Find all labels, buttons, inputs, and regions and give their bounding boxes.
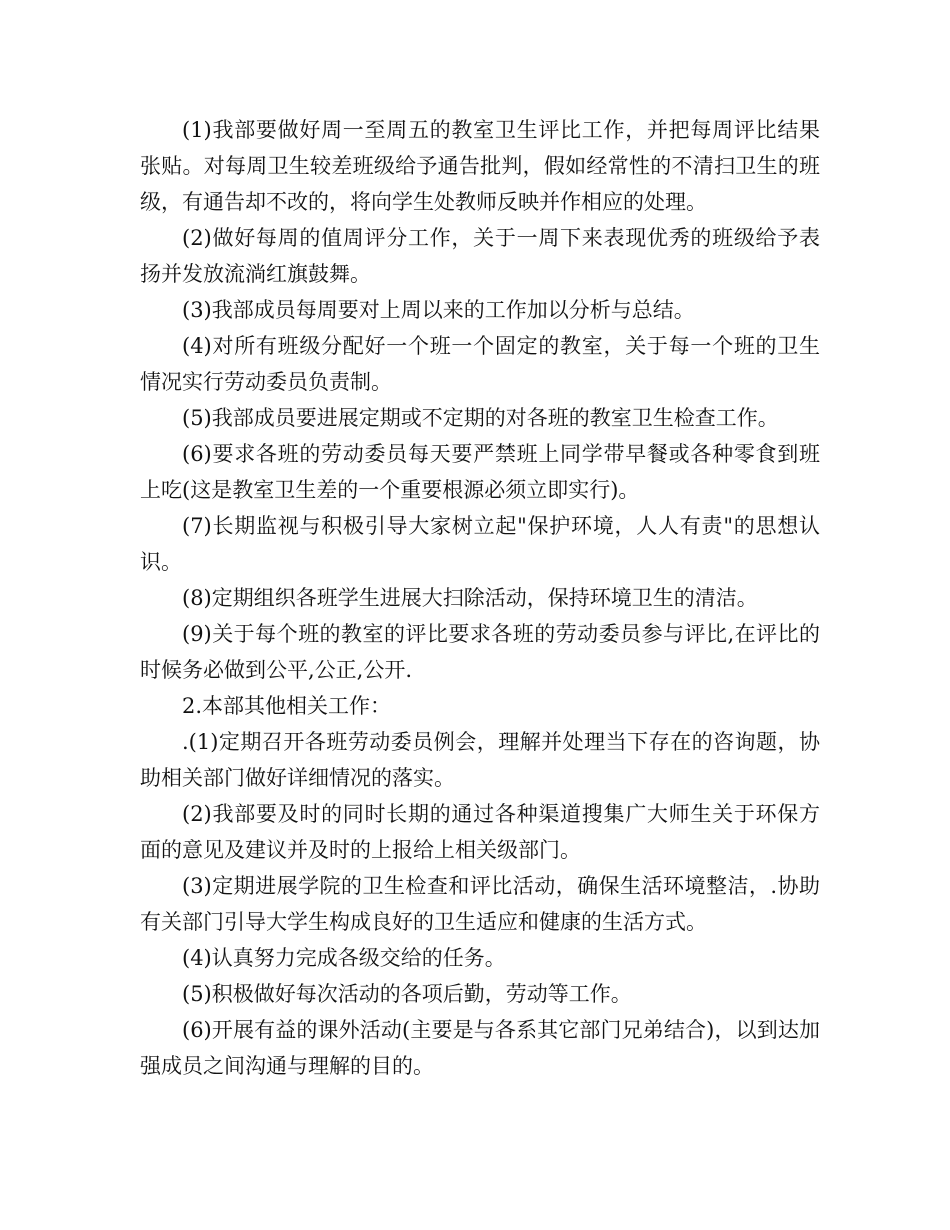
paragraph: (8)定期组织各班学生进展大扫除活动，保持环境卫生的清洁。 xyxy=(182,586,758,610)
paragraph: (2)我部要及时的同时长期的通过各种渠道搜集广大师生关于环保方面的意见及建议并及时的上报给上相关级部门。 xyxy=(140,802,820,862)
paragraph: (3)定期进展学院的卫生检查和评比活动，确保生活环境整洁，.协助有关部门引导大学生构成良好的卫生适应和健康的生活方式。 xyxy=(140,874,820,934)
paragraph: .(1)定期召开各班劳动委员例会，理解并处理当下存在的咨询题，协助相关部门做好详细情况的落实。 xyxy=(140,730,820,790)
paragraph: (5)积极做好每次活动的各项后勤，劳动等工作。 xyxy=(182,982,632,1006)
section-heading: 2.本部其他相关工作： xyxy=(182,694,392,718)
paragraph: (4)认真努力完成各级交给的任务。 xyxy=(182,946,506,970)
paragraph: (4)对所有班级分配好一个班一个固定的教室，关于每一个班的卫生情况实行劳动委员负责制。 xyxy=(140,334,820,394)
paragraph: (7)长期监视与积极引导大家树立起"保护环境，人人有责"的思想认识。 xyxy=(140,514,820,574)
paragraph: (6)要求各班的劳动委员每天要严禁班上同学带早餐或各种零食到班上吃(这是教室卫生差的一个重要根源必须立即实行)。 xyxy=(140,442,820,502)
paragraph: (1)我部要做好周一至周五的教室卫生评比工作，并把每周评比结果张贴。对每周卫生较差班级给予通告批判，假如经常性的不清扫卫生的班级，有通告却不改的，将向学生处教师反映并作相应的处理。 xyxy=(140,118,820,214)
paragraph: (3)我部成员每周要对上周以来的工作加以分析与总结。 xyxy=(182,298,695,322)
paragraph: (9)关于每个班的教室的评比要求各班的劳动委员参与评比,在评比的时候务必做到公平,公正,公开. xyxy=(140,622,820,682)
paragraph: (2)做好每周的值周评分工作，关于一周下来表现优秀的班级给予表扬并发放流淌红旗鼓舞。 xyxy=(140,226,820,286)
paragraph: (5)我部成员要进展定期或不定期的对各班的教室卫生检查工作。 xyxy=(182,406,779,430)
document-body xyxy=(140,112,820,1084)
paragraph: (6)开展有益的课外活动(主要是与各系其它部门兄弟结合)，以到达加强成员之间沟通与理解的目的。 xyxy=(140,1018,820,1078)
